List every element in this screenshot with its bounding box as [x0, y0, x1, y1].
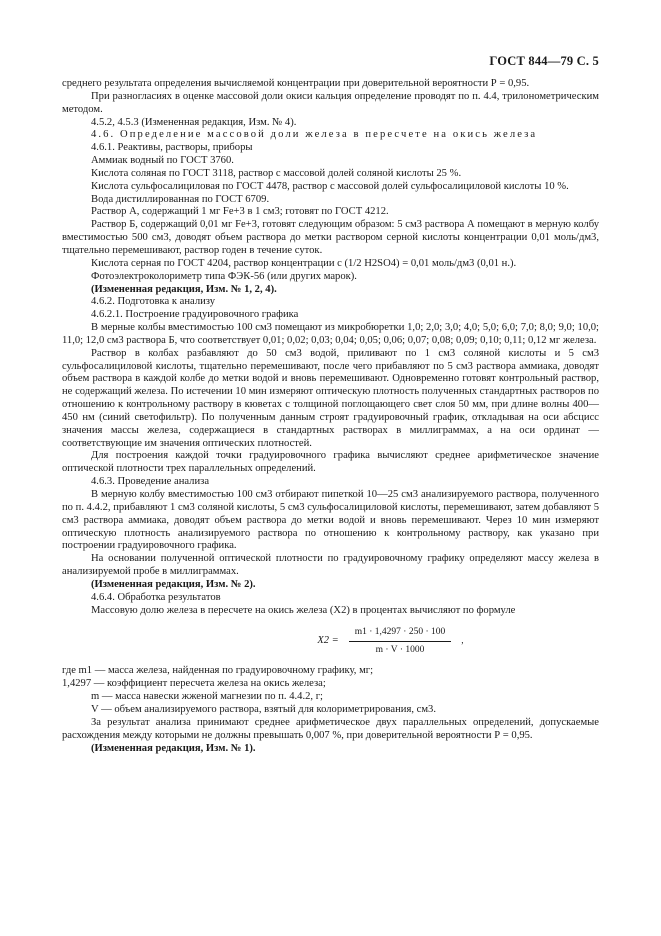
paragraph: 4.6.3. Проведение анализа — [91, 476, 210, 488]
paragraph: Массовую долю железа в пересчете на окись железа (X2) в процентах вычисляют по формуле — [91, 604, 516, 616]
definition-line: V — объем анализируемого раствора, взятый для колориметрирования, см3. — [91, 703, 436, 715]
paragraph: (Измененная редакция, Изм. № 1, 2, 4). — [91, 283, 277, 295]
paragraph: Вода дистиллированная по ГОСТ 6709. — [91, 193, 270, 205]
formula-numerator: m1 · 1,4297 · 250 · 100 — [349, 626, 452, 642]
paragraph: среднего результата определения вычисляемой концентрации при доверительной вероятности Р = 0,95. — [62, 78, 530, 89]
paragraph: Аммиак водный по ГОСТ 3760. — [91, 155, 234, 167]
paragraph: (Измененная редакция, Изм. № 2). — [91, 578, 256, 590]
definitions-block — [62, 665, 599, 716]
paragraph: Кислота сульфосалициловая по ГОСТ 4478, раствор с массовой долей сульфосалициловой кислоты 10 %. — [91, 180, 569, 192]
paragraph: 4.6. Определение массовой доли железа в пересчете на окись железа — [91, 129, 538, 141]
paragraph: Кислота соляная по ГОСТ 3118, раствор с массовой долей соляной кислоты 25 %. — [91, 167, 462, 179]
definition-line: m — масса навески жженой магнезии по п. 4.4.2, г; — [91, 691, 323, 703]
page-header: ГОСТ 844—79 С. 5 — [489, 54, 599, 68]
paragraph: 4.6.1. Реактивы, растворы, приборы — [91, 142, 253, 154]
formula-denominator: m · V · 1000 — [375, 644, 425, 655]
document-body — [62, 78, 599, 755]
paragraph: В мерные колбы вместимостью 100 см3 помещают из микробюретки 1,0; 2,0; 3,0; 4,0; 5,0; 6,0; 7,0; 8,0; 9,0; 10,0; 11,0; 12,0 см3 раствора Б, что соответствует 0,01; 0,02; 0,03; 0,04; 0,05; 0,06; 0,07; 0,08; 0,09; 0,10; 0,11; 0,12 мг железа. — [62, 322, 599, 346]
paragraph: Фотоэлектроколориметр типа ФЭК-56 (или других марок). — [91, 270, 357, 282]
paragraph: За результат анализа принимают среднее арифметическое двух параллельных определений, допускаемые расхождения между которыми не должны превышать 0,007 %, при доверительной вероятности Р = 0,95. — [62, 716, 599, 741]
formula-trail: , — [461, 636, 464, 647]
paragraphs-block — [62, 78, 599, 617]
paragraph: Кислота серная по ГОСТ 4204, раствор концентрации с (1/2 H2SO4) = 0,01 моль/дм3 (0,01 н.). — [91, 257, 517, 269]
paragraph: (Измененная редакция, Изм. № 1). — [91, 742, 256, 754]
definition-line: где m1 — масса железа, найденная по градуировочному графику, мг; — [62, 665, 374, 677]
closing-block — [62, 717, 599, 756]
formula-lhs: X2 = — [317, 635, 339, 647]
paragraph: Раствор Б, содержащий 0,01 мг Fe+3, готовят следующим образом: 5 см3 раствора А помещают в мерную колбу вместимостью 500 см3, доводят объем раствора до метки раствором серной кислоты концентрации 0,01 моль/дм3, тщательно перемешивают, раствор годен в течение суток. — [62, 219, 599, 256]
formula — [182, 619, 599, 663]
paragraph: 4.6.4. Обработка результатов — [91, 591, 221, 603]
paragraph: 4.5.2, 4.5.3 (Измененная редакция, Изм. № 4). — [91, 116, 297, 128]
paragraph: 4.6.2. Подготовка к анализу — [91, 296, 216, 308]
paragraph: В мерную колбу вместимостью 100 см3 отбирают пипеткой 10—25 см3 анализируемого раствора, полученного по п. 4.4.2, прибавляют 1 см3 соляной кислоты, 5 см3 сульфосалициловой кислоты, перемешивают, затем добавляют 5 см3 раствора аммиака, доводят объем раствора до метки водой и вновь перемешивают. Через 10 мин измеряют оптическую плотность анализируемого раствора по отношению к контрольному раствору, как указано при построении градуировочного графика. — [62, 489, 599, 552]
formula-fraction — [349, 626, 452, 657]
paragraph: На основании полученной оптической плотности по градуировочному графику определяют массу железа в анализируемой пробе в миллиграммах. — [62, 553, 599, 578]
paragraph: При разногласиях в оценке массовой доли окиси кальция определение проводят по п. 4.4, трилонометрическим методом. — [62, 90, 599, 115]
paragraph: Для построения каждой точки градуировочного графика вычисляют среднее арифметическое значение оптической плотности трех параллельных определений. — [62, 450, 599, 475]
paragraph: Раствор в колбах разбавляют до 50 см3 водой, приливают по 1 см3 соляной кислоты и 5 см3 сульфосалициловой кислоты, тщательно перемешивают, после чего прибавляют по 5 см3 раствора аммиака, доводят объем раствора в каждой колбе до метки водой и вновь перемешивают. Одновременно готовят контрольный раствор, не содержащий железа. По истечении 10 мин измеряют оптическую плотность полученных стандартных растворов по отношению к контрольному раствору в кюветах с толщиной поглощающего свет слоя 50 мм, при длине волны 400—450 нм (синий светофильтр). По полученным данным строят градуировочный график, откладывая на оси абсцисс значения массы железа, содержащиеся в стандартных растворах в миллиграммах, а на оси ординат — соответствующие им значения оптических плотностей. — [62, 347, 599, 449]
definition-line: 1,4297 — коэффициент пересчета железа на окись железа; — [62, 678, 326, 690]
paragraph: Раствор А, содержащий 1 мг Fe+3 в 1 см3; готовят по ГОСТ 4212. — [91, 206, 389, 218]
paragraph: 4.6.2.1. Построение градуировочного графика — [91, 309, 299, 321]
